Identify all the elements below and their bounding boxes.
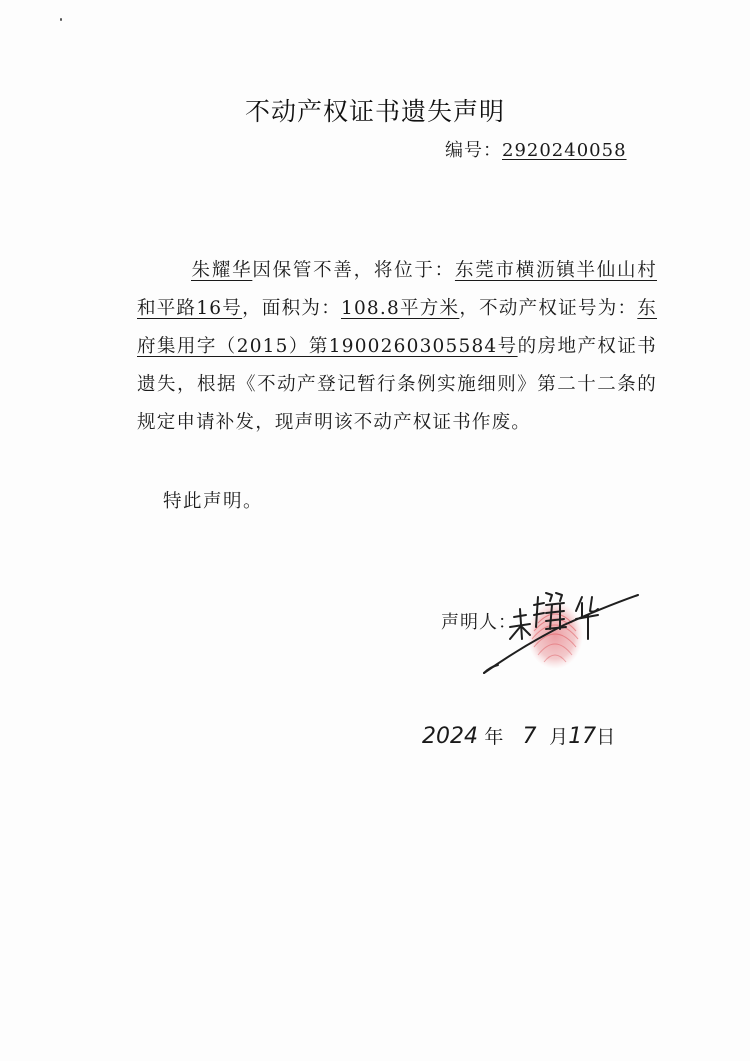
date-day-unit: 日 — [596, 726, 616, 748]
owner-name: 朱耀华 — [191, 260, 253, 281]
scan-speck — [60, 18, 62, 21]
document-number — [445, 136, 627, 162]
paragraph-text-3: ，不动产权证号为： — [459, 298, 638, 319]
date-month-unit: 月 — [549, 726, 569, 748]
signature-with-fingerprint — [470, 575, 650, 685]
paragraph-text-4: 的房地产权证书遗失，根据《不动产登记暂行条例实施细则》第二十二条的规定申请补发，现声明该不动产权证书作废。 — [137, 336, 657, 433]
date-year: 2024 — [422, 724, 478, 749]
property-area: 108.8平方米 — [340, 298, 460, 319]
paragraph-text-1: 因保管不善，将位于： — [252, 260, 455, 281]
declarant-label: 声明人： — [441, 612, 517, 633]
document-number-label: 编号： — [445, 140, 502, 161]
certificate-number: 东府集用字（2015）第1900260305584号 — [137, 298, 657, 357]
date-day: 17 — [568, 724, 597, 749]
document-title: 不动产权证书遗失声明 — [244, 97, 505, 126]
paragraph-text-2: ，面积为： — [242, 298, 341, 319]
date-year-unit: 年 — [484, 726, 504, 748]
property-location: 东莞市横沥镇半仙山村和平路16号 — [137, 260, 657, 319]
declaration-paragraph — [137, 252, 657, 442]
document-number-value: 2920240058 — [502, 140, 627, 161]
date-month: 7 — [522, 724, 537, 749]
closing-statement: 特此声明。 — [163, 491, 264, 512]
date-line — [422, 722, 615, 749]
